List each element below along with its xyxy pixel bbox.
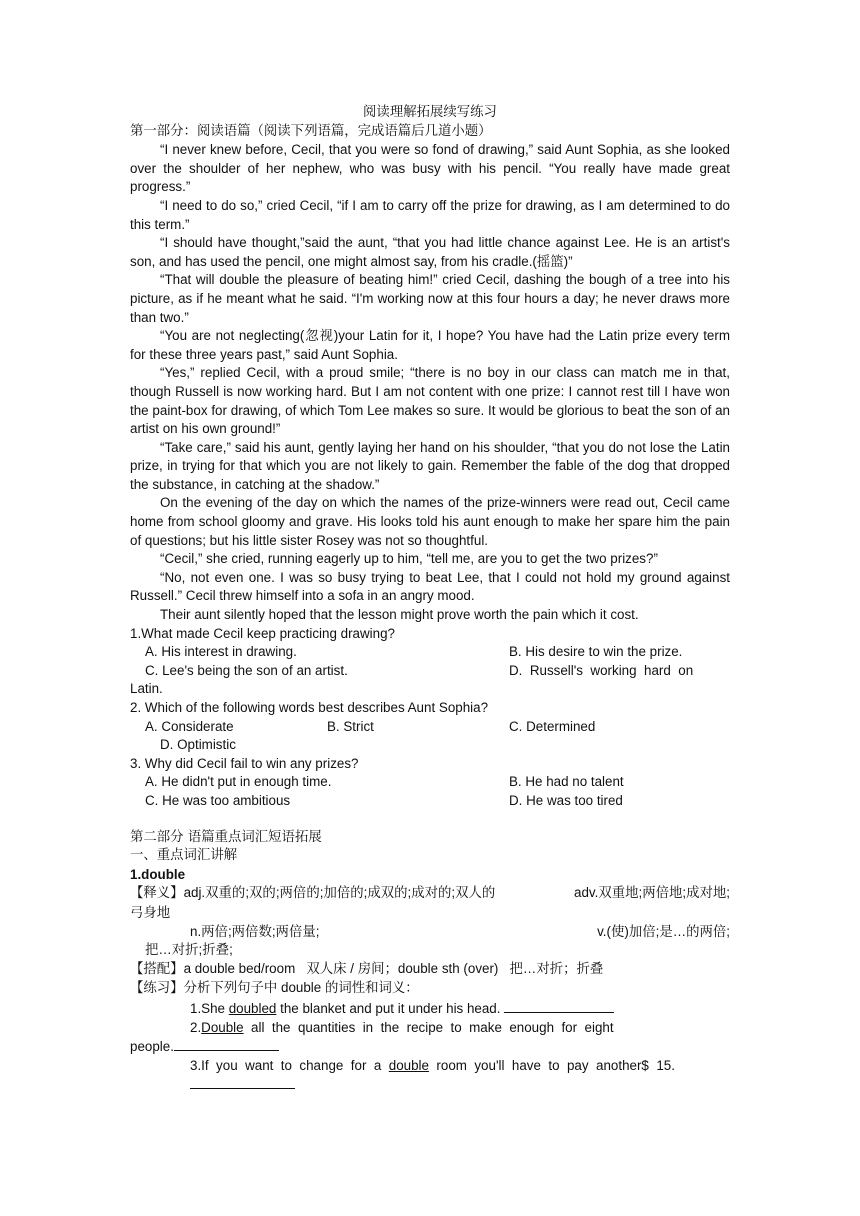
exercise-2: 2.Double all the quantities in the recipe to make enough for eight <box>190 1019 614 1035</box>
collocation-line <box>130 960 730 980</box>
practice-intro: 分析下列句子中 double 的词性和词义： <box>183 980 419 996</box>
document-page <box>130 104 730 1095</box>
passage-paragraph: “Take care,” said his aunt, gently laying her hand on his shoulder, “that you do not lose the Latin prize, in trying for that which you are not likely to gain. Remember the fable of the dog that dropped the substance, in catching at the shadow.” <box>130 439 730 492</box>
practice-line <box>130 979 730 999</box>
part1-heading: 第一部分：阅读语篇（阅读下列语篇，完成语篇后几道小题） <box>130 123 492 139</box>
option-3b: B. He had no talent <box>509 774 624 790</box>
meaning-verb-continued: 把…对折;折叠; <box>145 942 233 958</box>
answer-blank[interactable] <box>504 999 614 1013</box>
collocation-text: a double bed/room 双人床 / 房间；double sth (over) 把…对折；折叠 <box>183 960 604 976</box>
passage-paragraph: “No, not even one. I was so busy trying to beat Lee, that I could not hold my ground against Russell.” Cecil threw himself into a sofa in an angry mood. <box>130 569 730 604</box>
passage-paragraph: “I should have thought,”said the aunt, “that you had little chance against Lee. He is an artist's son, and has used the pencil, one might almost say, from his cradle.(摇篮)” <box>130 235 730 269</box>
passage-paragraph: On the evening of the day on which the names of the prize-winners were read out, Cecil came home from school gloomy and grave. His looks told his aunt enough to make her spare him the pain of questions; but his little sister Rosey was not so thoughtful. <box>130 495 730 548</box>
passage-paragraph: Their aunt silently hoped that the lesson might prove worth the pain which it cost. <box>160 607 639 623</box>
option-1b: B. His desire to win the prize. <box>509 644 683 660</box>
question-3: 3. Why did Cecil fail to win any prizes? <box>130 755 359 771</box>
meaning-adj: adj.双重的;双的;两倍的;加倍的;成双的;成对的;双人的 <box>183 885 496 901</box>
option-1d-continued: Latin. <box>130 681 163 697</box>
question-1: 1.What made Cecil keep practicing drawing? <box>130 625 395 641</box>
exercise-1: 1.She doubled the blanket and put it under his head. <box>130 999 730 1019</box>
option-2b: B. Strict <box>327 718 374 734</box>
option-1a: A. His interest in drawing. <box>145 644 297 660</box>
passage-paragraph: “That will double the pleasure of beating him!” cried Cecil, dashing the bough of a tree into his picture, as if he meant what he said. “I'm working now at this four hours a day; he never draws more than two.” <box>130 272 730 325</box>
vocab-word: 1.double <box>130 866 186 882</box>
meaning-adv: adv.双重地;两倍地;成对地; <box>574 885 730 901</box>
exercise-1-keyword: doubled <box>228 1000 277 1016</box>
practice-label: 【练习】 <box>130 981 184 997</box>
meaning-line-1 <box>130 884 730 904</box>
passage <box>130 141 730 624</box>
exercise-3-continued <box>130 1075 730 1095</box>
part2-heading: 第二部分 语篇重点词汇短语拓展 <box>130 829 322 845</box>
option-2c: C. Determined <box>509 718 596 734</box>
answer-blank[interactable] <box>174 1037 279 1051</box>
exercise-2-continued: people. <box>130 1037 730 1057</box>
meaning-line-2 <box>130 923 730 942</box>
option-3a: A. He didn't put in enough time. <box>145 774 332 790</box>
answer-blank[interactable] <box>190 1075 295 1089</box>
meaning-adv-continued: 弓身地 <box>130 904 171 920</box>
section1-heading: 一、重点词汇讲解 <box>130 848 238 864</box>
collocation-label: 【搭配】 <box>130 961 184 977</box>
option-3d: D. He was too tired <box>509 792 623 808</box>
option-2a: A. Considerate <box>145 718 234 734</box>
passage-paragraph: “Cecil,” she cried, running eagerly up to him, “tell me, are you to get the two prizes?” <box>160 551 658 567</box>
option-1c: C. Lee's being the son of an artist. <box>145 662 348 678</box>
option-1d: D. Russell's working hard on <box>509 662 694 678</box>
meaning-verb: v.(使)加倍;是…的两倍; <box>597 923 730 939</box>
question-2: 2. Which of the following words best describes Aunt Sophia? <box>130 700 489 715</box>
passage-paragraph: “You are not neglecting(忽视)your Latin for it, I hope? You have had the Latin prize every term for these three years past,” said Aunt Sophia. <box>130 328 730 362</box>
option-3c: C. He was too ambitious <box>145 792 291 808</box>
passage-paragraph: “I never knew before, Cecil, that you were so fond of drawing,” said Aunt Sophia, as she looked over the shoulder of her nephew, who was busy with his pencil. “You really have made great progress.” <box>130 142 730 195</box>
meaning-label: 【释义】 <box>130 886 184 902</box>
option-2d: D. Optimistic <box>160 737 236 753</box>
document-title: 阅读理解拓展续写练习 <box>363 105 497 120</box>
passage-paragraph: “Yes,” replied Cecil, with a proud smile; “there is no boy in our class can match me in that, though Russell is now working hard. But I am not content with one prize: I cannot rest till I have won the paint-box for drawing, of which Tom Lee makes so sure. It would be glorious to beat the son of an artist on his own ground!” <box>130 365 730 437</box>
exercise-2-keyword: Double <box>201 1019 244 1035</box>
exercise-3-keyword: double <box>388 1057 429 1073</box>
passage-paragraph: “I need to do so,” cried Cecil, “if I am to carry off the prize for drawing, as I am determined to do this term.” <box>130 197 730 232</box>
exercise-3: 3.If you want to change for a double room you'll have to pay another$ 15. <box>190 1057 675 1073</box>
meaning-noun: n.两倍;两倍数;两倍量; <box>190 923 320 939</box>
